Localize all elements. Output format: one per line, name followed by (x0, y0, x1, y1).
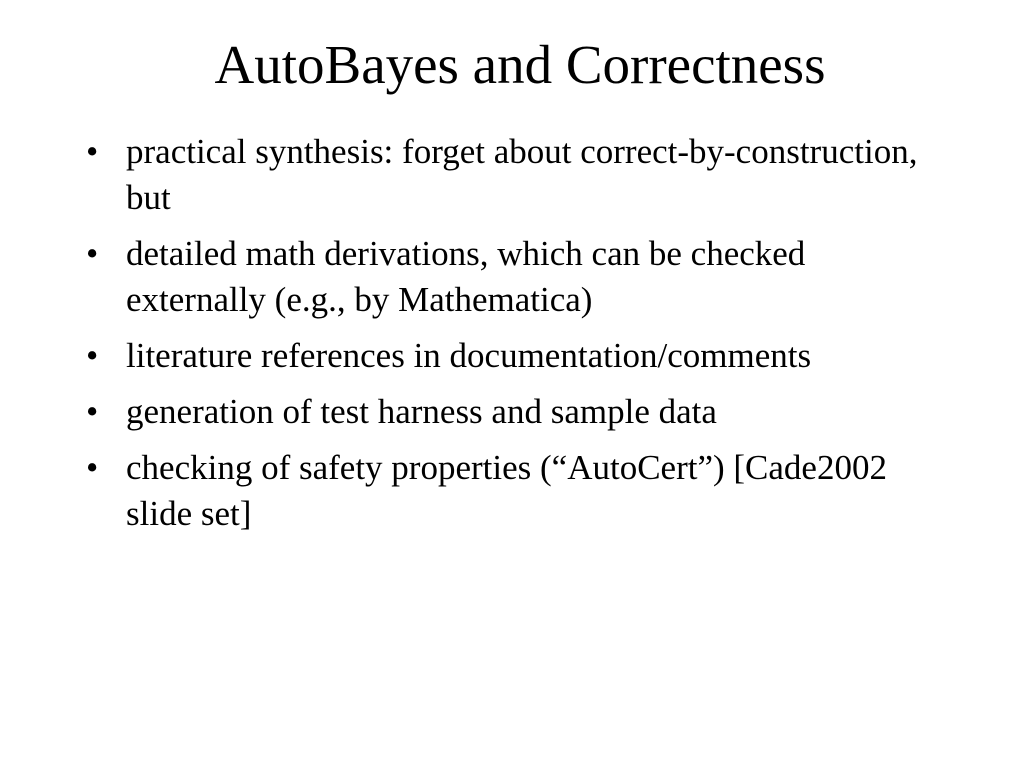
bullet-list (86, 129, 946, 547)
bullet-item (86, 333, 946, 379)
bullet-text: literature references in documentation/comments (126, 336, 812, 375)
bullet-text: checking of safety properties (“AutoCert”) [Cade2002 slide set] (126, 448, 887, 533)
bullet-item (86, 129, 946, 221)
bullet-icon: • (86, 392, 99, 431)
bullet-item (86, 231, 946, 323)
bullet-item (86, 445, 946, 537)
bullet-icon: • (86, 234, 99, 273)
bullet-text: detailed math derivations, which can be checked externally (e.g., by Mathematica) (126, 234, 806, 319)
bullet-text: practical synthesis: forget about correct-by-construction, but (126, 132, 918, 217)
bullet-icon: • (86, 132, 99, 171)
bullet-icon: • (86, 336, 99, 375)
bullet-icon: • (86, 448, 99, 487)
bullet-item (86, 389, 946, 435)
slide-title: AutoBayes and Correctness (214, 34, 826, 95)
bullet-text: generation of test harness and sample data (126, 392, 717, 431)
